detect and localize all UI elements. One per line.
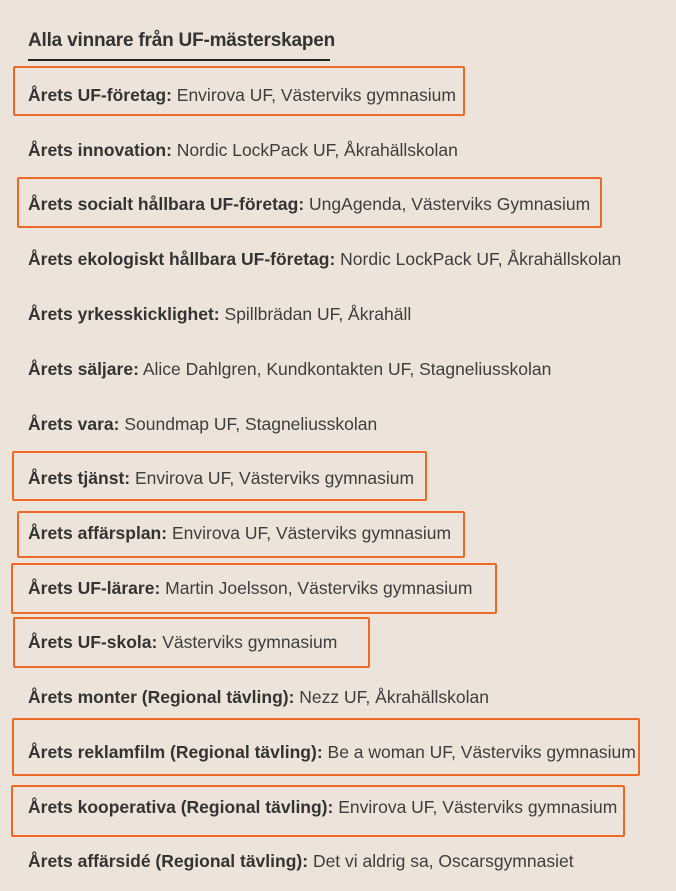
winner-row <box>28 303 411 325</box>
category-label: Årets vara: <box>28 414 120 434</box>
category-label: Årets UF-skola: <box>28 632 158 652</box>
winner-value: Envirova UF, Västerviks gymnasium <box>338 797 618 817</box>
category-label: Årets UF-lärare: <box>28 578 161 598</box>
winner-row <box>28 741 636 763</box>
winner-row <box>28 413 377 435</box>
winner-row <box>28 631 337 653</box>
winner-row <box>28 193 590 215</box>
winner-value: Spillbrädan UF, Åkrahäll <box>224 304 412 324</box>
category-label: Årets reklamfilm (Regional tävling): <box>28 742 323 762</box>
winner-value: Nordic LockPack UF, Åkrahällskolan <box>340 249 622 269</box>
winner-row <box>28 358 551 380</box>
category-label: Årets tjänst: <box>28 468 131 488</box>
winner-value: Be a woman UF, Västerviks gymnasium <box>327 742 636 762</box>
winner-value: Det vi aldrig sa, Oscarsgymnasiet <box>312 851 574 871</box>
winner-value: Martin Joelsson, Västerviks gymnasium <box>165 578 473 598</box>
winner-value: Soundmap UF, Stagneliusskolan <box>124 414 378 434</box>
category-label: Årets innovation: <box>28 140 172 160</box>
category-label: Årets UF-företag: <box>28 85 172 105</box>
winner-row <box>28 796 617 818</box>
winner-value: UngAgenda, Västerviks Gymnasium <box>309 194 591 214</box>
winner-value: Alice Dahlgren, Kundkontakten UF, Stagneliusskolan <box>142 359 552 379</box>
category-label: Årets ekologiskt hållbara UF-företag: <box>28 249 336 269</box>
category-label: Årets affärsidé (Regional tävling): <box>28 851 309 871</box>
section-heading: Alla vinnare från UF-mästerskapen <box>28 30 336 51</box>
category-label: Årets yrkesskicklighet: <box>28 304 220 324</box>
winner-value: Envirova UF, Västerviks gymnasium <box>134 468 415 488</box>
category-label: Årets affärsplan: <box>28 523 168 543</box>
category-label: Årets monter (Regional tävling): <box>28 687 295 707</box>
winner-row <box>28 850 574 872</box>
winner-row <box>28 467 414 489</box>
heading-underline <box>28 59 330 61</box>
category-label: Årets socialt hållbara UF-företag: <box>28 194 305 214</box>
winner-row <box>28 522 451 544</box>
winner-row <box>28 84 456 106</box>
category-label: Årets kooperativa (Regional tävling): <box>28 797 334 817</box>
winner-value: Nordic LockPack UF, Åkrahällskolan <box>176 140 458 160</box>
winner-value: Envirova UF, Västerviks gymnasium <box>171 523 452 543</box>
winner-row <box>28 577 472 599</box>
winner-value: Västerviks gymnasium <box>162 632 338 652</box>
category-label: Årets säljare: <box>28 359 139 379</box>
winner-row <box>28 686 489 708</box>
winner-row <box>28 248 621 270</box>
winner-value: Nezz UF, Åkrahällskolan <box>299 687 489 707</box>
winner-value: Envirova UF, Västerviks gymnasium <box>176 85 456 105</box>
winner-row <box>28 139 458 161</box>
